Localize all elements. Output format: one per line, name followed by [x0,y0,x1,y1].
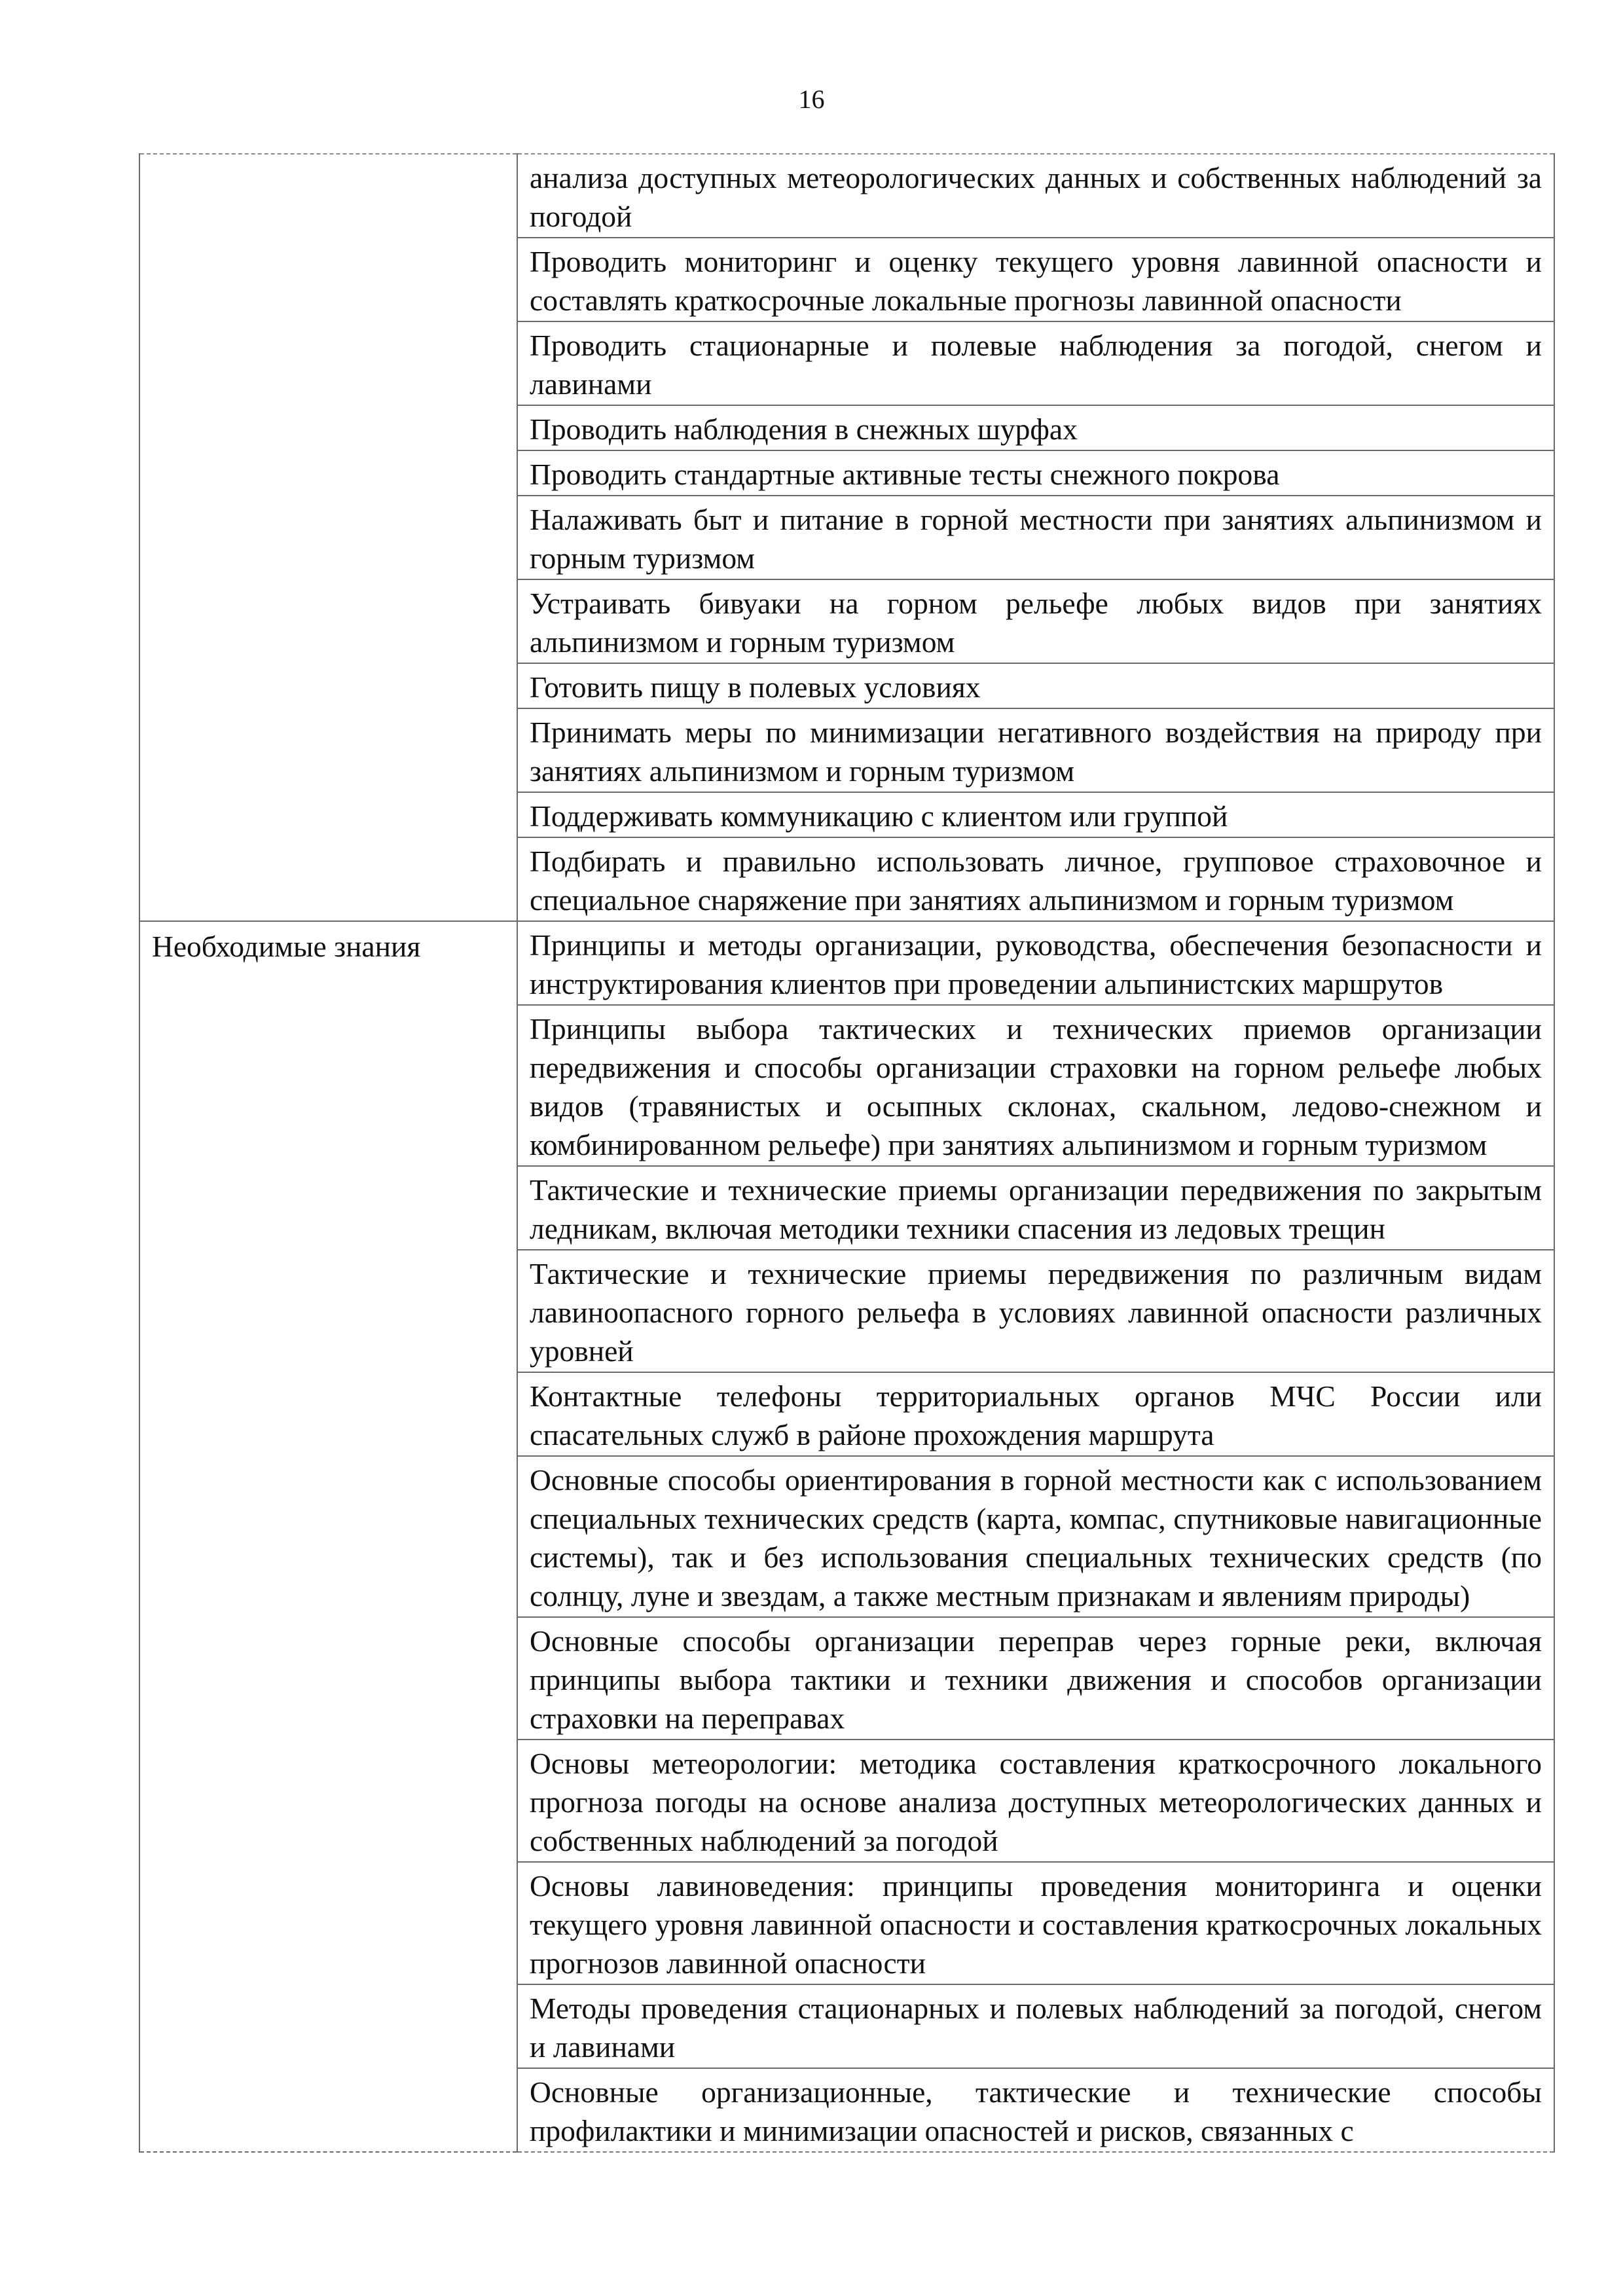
skills-label-cell [139,154,517,921]
knowledge-item: Основные организационные, тактические и технические способы профилактики и минимизации опасностей и рисков, связанных с [517,2068,1554,2152]
skill-item: Проводить стандартные активные тесты снежного покрова [517,450,1554,496]
knowledge-item: Тактические и технические приемы организации передвижения по закрытым ледникам, включая методики техники спасения из ледовых трещин [517,1166,1554,1250]
skill-item: анализа доступных метеорологических данных и собственных наблюдений за погодой [517,154,1554,238]
knowledge-item: Тактические и технические приемы передвижения по различным видам лавиноопасного горного рельефа в условиях лавинной опасности различных уровней [517,1250,1554,1372]
skill-item: Проводить мониторинг и оценку текущего уровня лавинной опасности и составлять краткосрочные локальные прогнозы лавинной опасности [517,238,1554,321]
skill-item: Подбирать и правильно использовать личное, групповое страховочное и специальное снаряжение при занятиях альпинизмом и горным туризмом [517,837,1554,921]
page-number: 16 [798,84,825,114]
table-row [139,921,1554,1005]
skill-item: Готовить пищу в полевых условиях [517,663,1554,708]
knowledge-item: Контактные телефоны территориальных органов МЧС России или спасательных служб в районе прохождения маршрута [517,1372,1554,1456]
knowledge-item: Основы метеорологии: методика составления краткосрочного локального прогноза погоды на основе анализа доступных метеорологических данных и собственных наблюдений за погодой [517,1740,1554,1862]
knowledge-item: Основы лавиноведения: принципы проведения мониторинга и оценки текущего уровня лавинной опасности и составления краткосрочных локальных прогнозов лавинной опасности [517,1862,1554,1984]
knowledge-item: Принципы выбора тактических и технических приемов организации передвижения и способы организации страховки на горном рельефе любых видов (травянистых и осыпных склонах, скальном, ледово-снежном и комбинированном рельефе) при занятиях альпинизмом и горным туризмом [517,1005,1554,1166]
skill-item: Проводить наблюдения в снежных шурфах [517,405,1554,450]
knowledge-item: Основные способы ориентирования в горной местности как с использованием специальных технических средств (карта, компас, спутниковые навигационные системы), так и без использования специальных технических средств (по солнцу, луне и звездам, а также местным признакам и явлениям природы) [517,1456,1554,1617]
skill-item: Поддерживать коммуникацию с клиентом или группой [517,792,1554,837]
skill-item: Устраивать бивуаки на горном рельефе любых видов при занятиях альпинизмом и горным туризмом [517,579,1554,663]
skill-item: Принимать меры по минимизации негативного воздействия на природу при занятиях альпинизмом и горным туризмом [517,708,1554,792]
competency-table [139,153,1555,2153]
knowledge-label-cell: Необходимые знания [139,921,517,2152]
skill-item: Налаживать быт и питание в горной местности при занятиях альпинизмом и горным туризмом [517,496,1554,579]
table-row [139,154,1554,238]
skill-item: Проводить стационарные и полевые наблюдения за погодой, снегом и лавинами [517,321,1554,405]
knowledge-item: Основные способы организации переправ через горные реки, включая принципы выбора тактики и техники движения и способов организации страховки на переправах [517,1617,1554,1740]
knowledge-item: Методы проведения стационарных и полевых наблюдений за погодой, снегом и лавинами [517,1984,1554,2068]
knowledge-item: Принципы и методы организации, руководства, обеспечения безопасности и инструктирования клиентов при проведении альпинистских маршрутов [517,921,1554,1005]
